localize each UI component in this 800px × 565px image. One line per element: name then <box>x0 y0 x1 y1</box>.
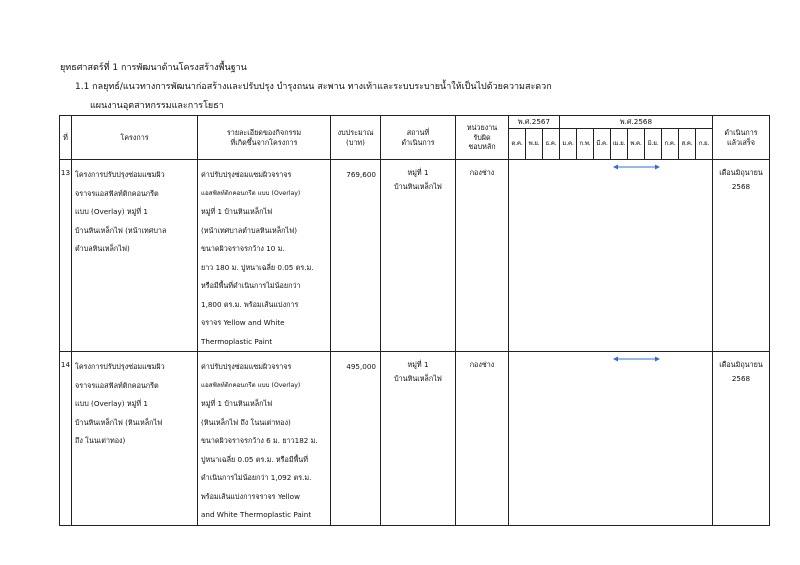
project-line: จราจรแอสฟัลท์ติกคอนกรีต <box>75 188 159 198</box>
budget-cell: 769,600 <box>331 160 381 352</box>
timeline-track <box>509 352 712 366</box>
month-header: ก.ย. <box>696 129 713 160</box>
project-line: โครงการปรับปรุงซ่อมแซมผิว <box>75 170 165 179</box>
header-year-2567: พ.ศ.2567 <box>509 116 560 129</box>
location-line: บ้านหินเหล็กไฟ <box>394 182 442 191</box>
header-unit <box>456 116 509 160</box>
project-line: ถึง โนนเต่าทอง) <box>75 436 126 445</box>
month-header: ก.ค. <box>662 129 679 160</box>
detail-line: พร้อมเส้นแบ่งการจราจร Yellow <box>201 491 300 501</box>
arrow-right-head <box>655 357 660 362</box>
timeline-arrow <box>509 352 713 366</box>
strategy-heading: ยุทธศาสตร์ที่ 1 การพัฒนาด้านโครงสร้างพื้นฐาน <box>60 63 247 73</box>
guideline-heading: 1.1 กลยุทธ์/แนวทางการพัฒนาก่อสร้างและปรับปรุง บำรุงถนน สะพาน ทางเท้าและระบบระบายน้ำให้เป็นไปด้วยความสะดวก <box>75 82 552 92</box>
unit-cell: กองช่าง <box>456 160 509 352</box>
header-location-line1: สถานที่ <box>406 127 430 137</box>
project-line: แบบ (Overlay) หมู่ที่ 1 <box>75 207 148 216</box>
arrow-right-head <box>655 165 660 170</box>
header-budget <box>331 116 381 160</box>
timeline-arrow <box>509 160 713 174</box>
header-budget-line2: (บาท) <box>346 137 365 147</box>
timeline-cell <box>509 160 713 352</box>
detail-line: ดำเนินการไม่น้อยกว่า 1,092 ตร.ม. <box>201 473 312 482</box>
detail-line: จราจร Yellow and White <box>201 318 285 327</box>
header-location-line2: ดำเนินการ <box>401 137 435 147</box>
header-details-line1: รายละเอียดของกิจกรรม <box>226 127 302 137</box>
detail-line: หมู่ที่ 1 บ้านหินเหล็กไฟ <box>201 399 273 408</box>
header-completion <box>713 116 770 160</box>
detail-line: Thermoplastic Paint <box>201 336 273 346</box>
month-header: ต.ค. <box>509 129 526 160</box>
project-cell <box>72 160 198 352</box>
header-project: โครงการ <box>72 116 198 160</box>
row-number: 14 <box>60 352 72 526</box>
row-number: 13 <box>60 160 72 352</box>
location-line: หมู่ที่ 1 <box>407 360 429 369</box>
details-cell <box>198 160 331 352</box>
header-no: ที่ <box>60 116 72 160</box>
details-cell <box>198 352 331 526</box>
month-header: ธ.ค. <box>543 129 560 160</box>
header-budget-line1: งบประมาณ <box>337 127 374 137</box>
month-header: ก.พ. <box>577 129 594 160</box>
project-cell <box>72 352 198 526</box>
arrow-left-head <box>613 165 618 170</box>
header-completion-line2: แล้วเสร็จ <box>727 137 755 147</box>
location-cell <box>381 352 456 526</box>
detail-line: แอสฟัลท์ติกคอนกรีต แบบ (Overlay) <box>201 381 301 389</box>
header-unit-line2: รับผิด <box>473 132 491 142</box>
detail-line: and White Thermoplastic Paint <box>201 510 312 519</box>
project-line: จราจรแอสฟัลท์ติกคอนกรีต <box>75 380 159 390</box>
completion-cell <box>713 352 770 526</box>
month-header: มิ.ย. <box>645 129 662 160</box>
timeline-track <box>509 160 712 174</box>
location-line: หมู่ที่ 1 <box>407 168 429 177</box>
project-line: บ้านหินเหล็กไฟ (หน้าเทศบาล <box>75 225 167 235</box>
detail-line: (หน้าเทศบาลตำบลหินเหล็กไฟ) <box>201 225 298 235</box>
detail-line: ขนาดผิวจราจรกว้าง 6 ม. ยาว182 ม. <box>201 436 318 445</box>
header-location <box>381 116 456 160</box>
detail-line: แอสฟัลท์ติกคอนกรีต แบบ (Overlay) <box>201 189 301 197</box>
header-details-line2: ที่เกิดขึ้นจากโครงการ <box>230 137 298 147</box>
completion-cell <box>713 160 770 352</box>
project-line: บ้านหินเหล็กไฟ (หินเหล็กไฟ <box>75 417 163 427</box>
month-header: พ.ย. <box>526 129 543 160</box>
plan-heading: แผนงานอุตสาหกรรมและการโยธา <box>90 101 224 111</box>
detail-line: หรือมีพื้นที่ดำเนินการไม่น้อยกว่า <box>201 281 301 290</box>
header-completion-line1: ดำเนินการ <box>724 127 758 137</box>
project-line: โครงการปรับปรุงซ่อมแซมผิว <box>75 362 165 371</box>
month-header: ส.ค. <box>679 129 696 160</box>
location-line: บ้านหินเหล็กไฟ <box>394 374 442 383</box>
header-unit-line1: หน่วยงาน <box>466 122 498 132</box>
completion-line: เดือนมิถุนายน <box>719 168 763 177</box>
completion-line: 2568 <box>731 374 751 383</box>
detail-line: 1,800 ตร.ม. พร้อมเส้นแบ่งการ <box>201 299 299 309</box>
completion-line: 2568 <box>731 182 751 191</box>
unit-cell: กองช่าง <box>456 352 509 526</box>
month-header: มี.ค. <box>594 129 611 160</box>
project-line: แบบ (Overlay) หมู่ที่ 1 <box>75 399 148 408</box>
detail-line: ค่าปรับปรุงซ่อมแซมผิวจราจร <box>201 170 292 179</box>
month-header: เม.ย. <box>611 129 628 160</box>
table-row <box>60 160 770 352</box>
arrow-left-head <box>613 357 618 362</box>
detail-line: ปูหนาเฉลี่ย 0.05 ตร.ม. หรือมีพื้นที่ <box>201 454 308 464</box>
month-header: พ.ค. <box>628 129 645 160</box>
completion-line: เดือนมิถุนายน <box>719 360 763 369</box>
location-cell <box>381 160 456 352</box>
detail-line: ยาว 180 ม. ปูหนาเฉลี่ย 0.05 ตร.ม. <box>201 262 314 272</box>
detail-line: ขนาดผิวจราจรกว้าง 10 ม. <box>201 244 285 253</box>
header-year-2568: พ.ศ.2568 <box>560 116 713 129</box>
table-row <box>60 352 770 526</box>
project-line: ตำบลหินเหล็กไฟ) <box>75 244 130 253</box>
project-plan-table <box>59 115 770 526</box>
timeline-cell <box>509 352 713 526</box>
month-header: ม.ค. <box>560 129 577 160</box>
detail-line: หมู่ที่ 1 บ้านหินเหล็กไฟ <box>201 207 273 216</box>
budget-cell: 495,000 <box>331 352 381 526</box>
detail-line: (หินเหล็กไฟ ถึง โนนเต่าทอง) <box>201 417 291 427</box>
detail-line: ค่าปรับปรุงซ่อมแซมผิวจราจร <box>201 362 292 371</box>
header-unit-line3: ชอบหลัก <box>468 142 496 152</box>
header-details <box>198 116 331 160</box>
